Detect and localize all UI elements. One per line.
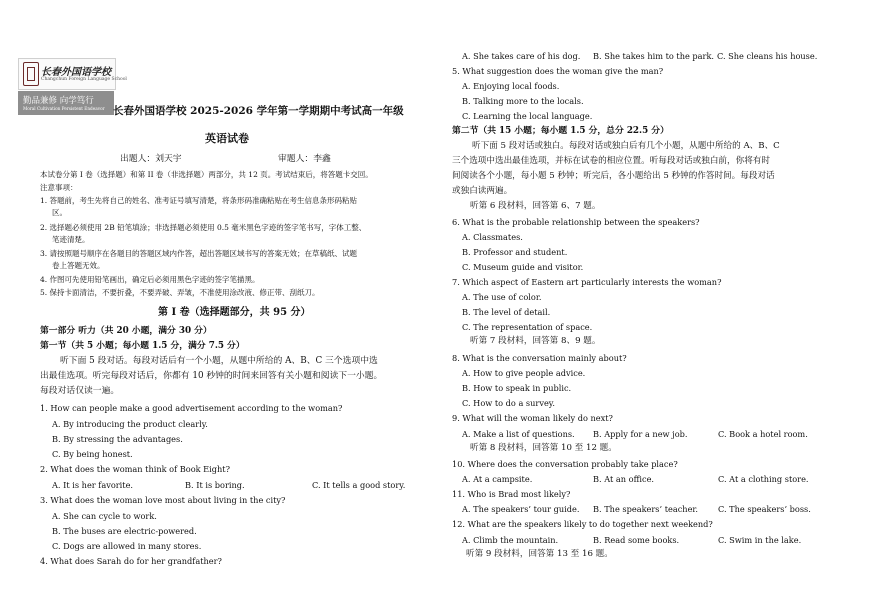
sub2-instr-3: 间阅读各个小题，每小题 5 秒钟；听完后，各小题给出 5 秒钟的作答时间。每段对话: [452, 171, 775, 181]
q8-option-a: A. How to give people advice.: [462, 368, 586, 378]
q11-option-b: B. The speakers’ teacher.: [593, 504, 699, 514]
exam-author: 出题人：刘天宇: [120, 154, 182, 164]
question-11: 11. Who is Brad most likely?: [452, 489, 571, 499]
q1-option-a: A. By introducing the product clearly.: [52, 419, 208, 429]
question-7: 7. Which aspect of Eastern art particularly interests the woman?: [452, 277, 722, 287]
notice-1a: 1. 答题前，考生先将自己的姓名、准考证号填写清楚，将条形码准确粘贴在考生信息条形码粘贴: [40, 196, 358, 205]
q9-option-b: B. Apply for a new job.: [593, 429, 688, 439]
q9-option-a: A. Make a list of questions.: [462, 429, 575, 439]
q11-option-c: C. The speakers’ boss.: [718, 504, 811, 514]
q6-option-b: B. Professor and student.: [462, 247, 568, 257]
q6-option-c: C. Museum guide and visitor.: [462, 262, 584, 272]
q4-option-b: B. She takes him to the park.: [593, 51, 715, 61]
notice-3a: 3. 请按照题号顺序在各题目的答题区域内作答，超出答题区域书写的答案无效；在草稿纸、试题: [40, 249, 358, 258]
sub1-instr-1: 听下面 5 段对话。每段对话后有一个小题，从题中所给的 A、B、C 三个选项中选: [60, 356, 378, 366]
logo-motto-band: [18, 91, 114, 115]
sub1-instr-3: 每段对话仅读一遍。: [40, 386, 120, 396]
material-7-note: 听第 7 段材料，回答第 8、9 题。: [470, 336, 601, 346]
q11-option-a: A. The speakers’ tour guide.: [462, 504, 580, 514]
logo-motto-cn: 勤品兼修 向学笃行: [23, 96, 94, 106]
q4-option-c: C. She cleans his house.: [717, 51, 818, 61]
material-6-note: 听第 6 段材料，回答第 6、7 题。: [470, 201, 601, 211]
logo-motto-en: Moral Cultivation Persistent Endeavor: [23, 106, 105, 111]
sub1-instr-2: 出最佳选项。听完每段对话后，你都有 10 秒钟的时间来回答有关小题和阅读下一小题。: [40, 371, 383, 381]
q2-option-c: C. It tells a good story.: [312, 480, 406, 490]
section1-sub1: 第一节（共 5 小题；每小题 1.5 分，满分 7.5 分）: [40, 341, 245, 351]
sub2-instr-2: 三个选项中选出最佳选项，并标在试卷的相应位置。听每段对话或独白前，你将有时: [452, 156, 770, 166]
q3-option-a: A. She can cycle to work.: [52, 511, 157, 521]
q5-option-c: C. Learning the local language.: [462, 111, 593, 121]
part1-heading: 第 I 卷（选择题部分，共 95 分）: [158, 307, 311, 318]
q12-option-c: C. Swim in the lake.: [718, 535, 802, 545]
q2-option-b: B. It is boring.: [185, 480, 245, 490]
material-9-note: 听第 9 段材料，回答第 13 至 16 题。: [466, 549, 613, 559]
logo-banner: [18, 58, 127, 90]
exam-subtitle: 英语试卷: [205, 132, 249, 145]
sub2-instr-1: 听下面 5 段对话或独白。每段对话或独白后有几个小题，从题中所给的 A、B、C: [472, 141, 780, 151]
q5-option-b: B. Talking more to the locals.: [462, 96, 584, 106]
logo-school-name-en: Changchun Foreign Language School: [41, 77, 127, 82]
q7-option-b: B. The level of detail.: [462, 307, 551, 317]
q2-option-a: A. It is her favorite.: [52, 480, 134, 490]
section1-heading: 第一部分 听力（共 20 小题，满分 30 分）: [40, 326, 212, 336]
section1-sub2: 第二节（共 15 小题；每小题 1.5 分，总分 22.5 分）: [452, 126, 669, 136]
q8-option-c: C. How to do a survey.: [462, 398, 555, 408]
q10-option-a: A. At a campsite.: [462, 474, 533, 484]
notice-5: 5. 保持卡面清洁，不要折叠，不要弄破、弄皱，不准使用涂改液、修正带、刮纸刀。: [40, 288, 320, 297]
question-6: 6. What is the probable relationship between the speakers?: [452, 217, 700, 227]
intro-line: 本试卷分第 I 卷（选择题）和第 II 卷（非选择题）两部分，共 12 页。考试结束后，将答题卡交回。: [40, 170, 373, 179]
q6-option-a: A. Classmates.: [462, 232, 523, 242]
q1-option-c: C. By being honest.: [52, 449, 133, 459]
question-10: 10. Where does the conversation probably take place?: [452, 459, 678, 469]
sub2-instr-4: 或独白读两遍。: [452, 186, 513, 196]
q8-option-b: B. How to speak in public.: [462, 383, 572, 393]
q12-option-b: B. Read some books.: [593, 535, 680, 545]
notice-2b: 笔迹清楚。: [52, 235, 90, 244]
question-4: 4. What does Sarah do for her grandfather?: [40, 556, 222, 566]
q10-option-c: C. At a clothing store.: [718, 474, 809, 484]
notice-title: 注意事项：: [40, 183, 78, 192]
notice-4: 4. 作图可先使用铅笔画出，确定后必须用黑色字迹的签字笔描黑。: [40, 275, 260, 284]
notice-2a: 2. 选择题必须使用 2B 铅笔填涂；非选择题必须使用 0.5 毫米黑色字迹的签字笔书写，字体工整、: [40, 223, 367, 232]
exam-reviewer: 审题人：李鑫: [278, 154, 331, 164]
q9-option-c: C. Book a hotel room.: [718, 429, 808, 439]
q3-option-c: C. Dogs are allowed in many stores.: [52, 541, 202, 551]
q12-option-a: A. Climb the mountain.: [462, 535, 559, 545]
q3-option-b: B. The buses are electric-powered.: [52, 526, 197, 536]
question-3: 3. What does the woman love most about living in the city?: [40, 495, 286, 505]
notice-3b: 卷上答题无效。: [52, 261, 105, 270]
material-8-note: 听第 8 段材料，回答第 10 至 12 题。: [470, 443, 617, 453]
question-8: 8. What is the conversation mainly about?: [452, 353, 627, 363]
question-12: 12. What are the speakers likely to do together next weekend?: [452, 519, 713, 529]
q7-option-a: A. The use of color.: [462, 292, 542, 302]
q5-option-a: A. Enjoying local foods.: [462, 81, 560, 91]
question-1: 1. How can people make a good advertisement according to the woman?: [40, 403, 343, 413]
q10-option-b: B. At an office.: [593, 474, 655, 484]
q1-option-b: B. By stressing the advantages.: [52, 434, 183, 444]
school-seal-icon: [23, 62, 39, 86]
q7-option-c: C. The representation of space.: [462, 322, 593, 332]
notice-1b: 区。: [52, 208, 67, 217]
question-2: 2. What does the woman think of Book Eight?: [40, 464, 230, 474]
question-9: 9. What will the woman likely do next?: [452, 413, 613, 423]
school-logo: [18, 58, 127, 116]
q4-option-a: A. She takes care of his dog.: [462, 51, 581, 61]
question-5: 5. What suggestion does the woman give the man?: [452, 66, 664, 76]
exam-title: 长春外国语学校 2025-2026 学年第一学期期中考试高一年级: [113, 105, 404, 117]
logo-school-name: 长春外国语学校: [41, 67, 111, 78]
